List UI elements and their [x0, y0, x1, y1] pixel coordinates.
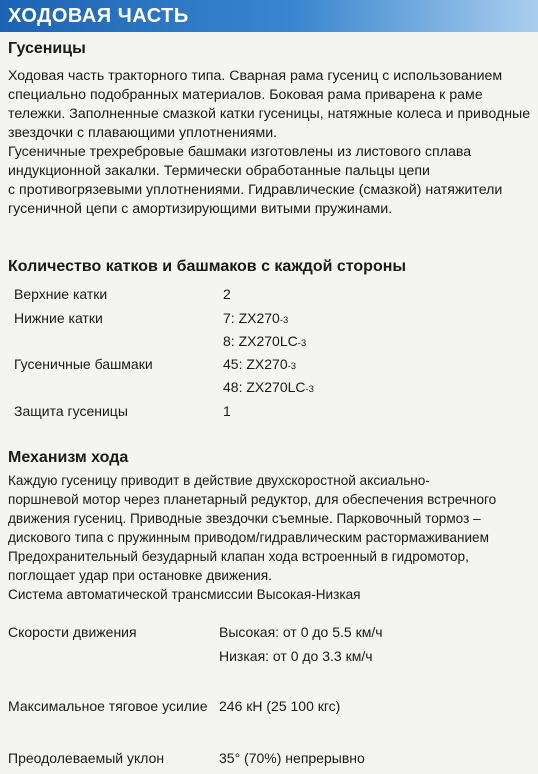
track-shoes-value: [223, 356, 296, 372]
tracks-line: Гусеничные трехребровые башмаки изготовлены из листового сплава: [8, 144, 472, 160]
model-suffix: -3: [305, 384, 314, 395]
value-main: 8: ZX270LC: [223, 333, 298, 349]
tracks-line: тележки. Заполненные смазкой катки гусеницы, натяжные колеса и приводные: [8, 106, 531, 122]
lower-rollers-label: Нижние катки: [14, 310, 103, 326]
tracks-paragraph: [8, 67, 530, 219]
lower-rollers-value: [223, 310, 288, 326]
tracks-line: специально подобранных материалов. Боковая рама приварена к раме: [8, 87, 483, 103]
tracks-line: звездочки с плавающими уплотнениями.: [8, 125, 278, 141]
tracks-line: гусеничной цепи с амортизирующими витыми пружинами.: [8, 201, 393, 217]
tracks-line: Ходовая часть тракторного типа. Сварная рама гусениц с использованием: [8, 68, 503, 84]
value-main: 48: ZX270LC: [223, 379, 306, 395]
travel-line: Предохранительный безударный клапан хода встроенный в гидромотор,: [8, 549, 469, 564]
value-main: 45: ZX270: [223, 356, 288, 372]
travel-line: дискового типа с пружинным приводом/гидравлическим растормаживанием: [8, 530, 489, 545]
section-title: ХОДОВАЯ ЧАСТЬ: [8, 5, 189, 27]
model-suffix: -3: [297, 338, 307, 349]
track-shoes-value-lc: [223, 379, 314, 395]
track-guard-label: Защита гусеницы: [14, 403, 128, 419]
grade-label: Преодолеваемый уклон: [8, 750, 165, 766]
travel-line: поршневой мотор через планетарный редуктор, для обеспечения встречного: [8, 492, 497, 507]
section-header-bar: [0, 0, 538, 32]
tracks-line: индукционной закалки. Термически обработанные пальцы цепи: [8, 163, 430, 179]
travel-line: поглощает удар при остановке движения.: [8, 568, 272, 583]
travel-paragraph: [8, 471, 496, 604]
tracks-line: с противогрязевыми уплотнениями. Гидравлические (смазкой) натяжители: [8, 182, 503, 198]
value-main: 7: ZX270: [223, 310, 280, 326]
travel-speed-high: Высокая: от 0 до 5.5 км/ч: [219, 624, 383, 640]
track-guard-value: 1: [223, 403, 231, 419]
track-shoes-label: Гусеничные башмаки: [14, 356, 153, 372]
travel-line: движения гусениц. Приводные звездочки съемные. Парковочный тормоз –: [8, 511, 481, 526]
travel-line: Каждую гусеницу приводит в действие двухскоростной аксиально-: [8, 473, 430, 488]
travel-line: Система автоматической трансмиссии Высокая-Низкая: [8, 587, 361, 602]
tracks-heading: Гусеницы: [8, 40, 86, 57]
travel-heading: Механизм хода: [8, 449, 129, 466]
traction-value: 246 кН (25 100 кгс): [219, 698, 341, 714]
travel-speed-label: Скорости движения: [8, 624, 137, 640]
rollers-heading: Количество катков и башмаков с каждой стороны: [8, 258, 407, 275]
lower-rollers-value-lc: [223, 333, 306, 349]
upper-rollers-value: 2: [223, 286, 231, 302]
model-suffix: -3: [287, 361, 297, 372]
travel-speed-low: Низкая: от 0 до 3.3 км/ч: [219, 648, 373, 664]
model-suffix: -3: [279, 315, 289, 326]
upper-rollers-label: Верхние катки: [14, 286, 108, 302]
traction-label: Максимальное тяговое усилие: [8, 698, 208, 714]
grade-value: 35° (70%) непрерывно: [219, 750, 365, 766]
